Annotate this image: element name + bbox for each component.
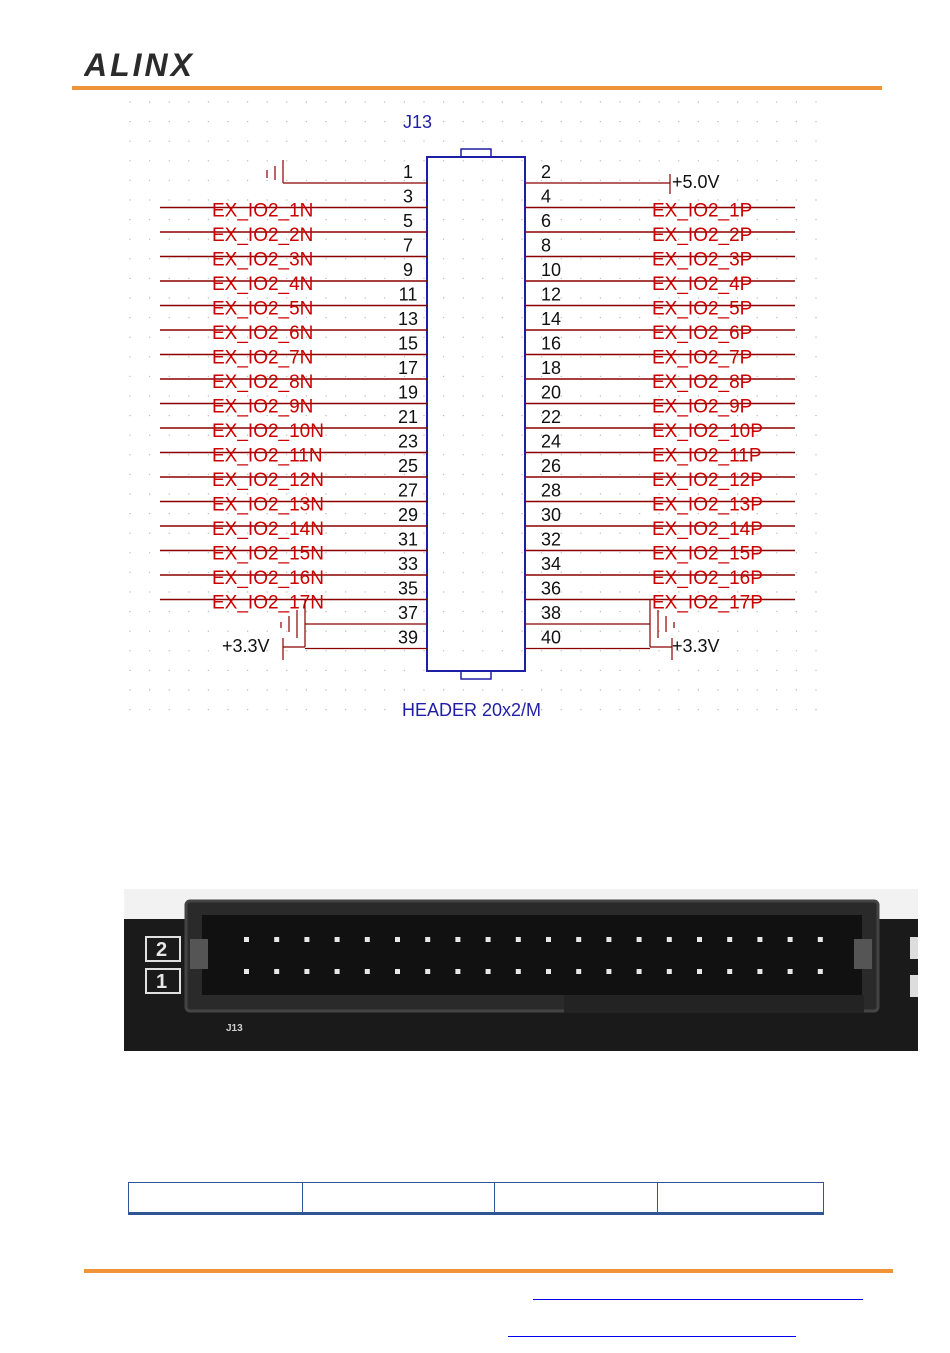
net-label-right: EX_IO2_17P (652, 592, 763, 614)
pin-number-left: 21 (397, 407, 419, 427)
header-pin (304, 969, 309, 974)
header-pin (727, 937, 732, 942)
header-pin (637, 969, 642, 974)
pin-number-left: 31 (397, 529, 419, 550)
logo-text: ALINX (84, 47, 195, 82)
pin-number-left: 7 (402, 235, 414, 256)
header-pin (516, 937, 521, 942)
header-pin (486, 969, 491, 974)
header-pin (455, 937, 460, 942)
pin-number-left: 9 (402, 260, 414, 280)
footer-link-2[interactable] (508, 1336, 796, 1337)
power-label-3v3-left: +3.3V (222, 636, 270, 656)
header-pin (486, 937, 491, 942)
net-label-right: EX_IO2_8P (652, 372, 753, 393)
power-label-5v: +5.0V (672, 172, 720, 192)
net-label-right: EX_IO2_5P (652, 298, 753, 320)
header-pin (697, 969, 702, 974)
header-pin (576, 969, 581, 974)
net-label-left: EX_IO2_13N (212, 494, 324, 516)
header-pin (425, 969, 430, 974)
header-pin (606, 937, 611, 942)
net-label-right: EX_IO2_13P (652, 494, 763, 516)
table-cell (658, 1183, 824, 1214)
header-pin (335, 969, 340, 974)
header-pin (667, 969, 672, 974)
pin-number-left: 39 (397, 627, 419, 648)
pin-rows (160, 162, 795, 649)
header-pin (395, 937, 400, 942)
pin-number-right: 30 (541, 505, 562, 525)
pin-number-right: 36 (541, 578, 562, 599)
pin-number-right: 40 (541, 627, 562, 648)
pin-number-left: 1 (402, 162, 414, 182)
net-label-left: EX_IO2_16N (212, 568, 324, 589)
header-pin (365, 937, 370, 942)
header-pin (606, 969, 611, 974)
header-pin (516, 969, 521, 974)
header-pin (274, 969, 279, 974)
pin-number-right: 34 (541, 554, 562, 574)
header-pin (244, 937, 249, 942)
ground-symbol (267, 160, 283, 183)
pin-number-right: 28 (541, 480, 562, 501)
net-label-left: EX_IO2_11N (212, 445, 323, 467)
pin-number-left: 23 (397, 431, 419, 452)
net-label-left: EX_IO2_4N (212, 274, 314, 295)
pin-number-left: 33 (397, 554, 419, 574)
header-pin (757, 969, 762, 974)
net-label-right: EX_IO2_4P (652, 274, 753, 295)
net-label-left: EX_IO2_6N (212, 323, 314, 344)
pin-number-left: 19 (397, 382, 419, 403)
pin-table-header (128, 1182, 824, 1215)
pin-number-right: 12 (541, 284, 562, 305)
header-pin (576, 937, 581, 942)
header-pin (425, 937, 430, 942)
silk-label: J13 (226, 1023, 243, 1034)
header-pin (395, 969, 400, 974)
pin-number-left: 27 (397, 480, 419, 501)
pin-number-right: 38 (541, 603, 562, 623)
pin-number-right: 6 (541, 211, 552, 231)
header-pin (637, 937, 642, 942)
pin-row (305, 628, 650, 649)
pin-number-left: 29 (397, 505, 419, 525)
table-cell (495, 1183, 658, 1214)
pin-number-left: 3 (402, 186, 414, 207)
footer-link-1[interactable] (533, 1299, 863, 1300)
pin-number-left: 25 (397, 456, 419, 476)
pin-number-right: 10 (541, 260, 562, 280)
net-label-left: EX_IO2_9N (212, 396, 314, 418)
net-label-right: EX_IO2_1P (652, 200, 753, 222)
net-label-right: EX_IO2_12P (652, 470, 763, 491)
net-label-left: EX_IO2_8N (212, 372, 314, 393)
header-pin (546, 937, 551, 942)
pin-number-right: 22 (541, 407, 562, 427)
table-cell (129, 1183, 303, 1214)
pin-number-right: 20 (541, 382, 562, 403)
header-pin (788, 969, 793, 974)
net-label-left: EX_IO2_17N (212, 592, 324, 614)
header-pin (788, 937, 793, 942)
header-pin (818, 969, 823, 974)
table-cell (302, 1183, 495, 1214)
pin-number-right: 16 (541, 333, 562, 354)
net-label-left: EX_IO2_15N (212, 543, 324, 565)
pin-number-left: 17 (397, 358, 419, 378)
net-label-right: EX_IO2_6P (652, 323, 753, 344)
net-label-left: EX_IO2_7N (212, 347, 314, 369)
net-label-right: EX_IO2_2P (652, 225, 753, 246)
header-pin (455, 969, 460, 974)
net-label-right: EX_IO2_11P (652, 445, 762, 467)
row-label-1: 1 (156, 971, 168, 993)
pin-number-left: 37 (397, 603, 419, 623)
header-photo (124, 889, 918, 1051)
net-label-left: EX_IO2_12N (212, 470, 324, 491)
net-label-left: EX_IO2_5N (212, 298, 314, 320)
schematic-ref: J13 (403, 112, 433, 132)
pin-number-right: 18 (541, 358, 562, 378)
header-pin (727, 969, 732, 974)
pin-number-right: 32 (541, 529, 562, 550)
header-pin (667, 937, 672, 942)
net-label-left: EX_IO2_2N (212, 225, 314, 246)
net-label-right: EX_IO2_7P (652, 347, 753, 369)
net-label-right: EX_IO2_14P (652, 519, 763, 540)
power-label-3v3-right: +3.3V (672, 636, 720, 656)
net-label-right: EX_IO2_10P (652, 421, 763, 442)
net-label-left: EX_IO2_3N (212, 249, 314, 271)
net-label-left: EX_IO2_10N (212, 421, 324, 442)
net-label-left: EX_IO2_14N (212, 519, 324, 540)
pin-number-right: 26 (541, 456, 562, 476)
pin-number-right: 2 (541, 162, 552, 182)
header-pin (546, 969, 551, 974)
net-label-right: EX_IO2_15P (652, 543, 763, 565)
net-label-left: EX_IO2_1N (212, 200, 314, 222)
pin-number-left: 35 (397, 578, 419, 599)
header-symbol (427, 149, 525, 679)
pin-number-left: 15 (397, 333, 419, 354)
footer-rule (84, 1269, 893, 1273)
header-pin (818, 937, 823, 942)
header-pin (697, 937, 702, 942)
header-pin (244, 969, 249, 974)
row-label-2: 2 (156, 939, 168, 961)
header-pin (335, 937, 340, 942)
pin-number-right: 8 (541, 235, 552, 256)
pin-number-left: 11 (398, 284, 418, 305)
net-label-right: EX_IO2_16P (652, 568, 763, 589)
schematic-part: HEADER 20x2/M (402, 700, 542, 720)
header-pin (365, 969, 370, 974)
pin-number-right: 14 (541, 309, 562, 329)
net-label-right: EX_IO2_9P (652, 396, 753, 418)
pin-number-left: 13 (397, 309, 419, 329)
pin-row (305, 603, 650, 624)
pin-number-right: 24 (541, 431, 562, 452)
header-pin (304, 937, 309, 942)
pin-number-left: 5 (402, 211, 414, 231)
net-label-right: EX_IO2_3P (652, 249, 753, 271)
pin-row (283, 162, 670, 183)
pin-number-right: 4 (541, 186, 552, 207)
header-pin (757, 937, 762, 942)
header-pin (274, 937, 279, 942)
